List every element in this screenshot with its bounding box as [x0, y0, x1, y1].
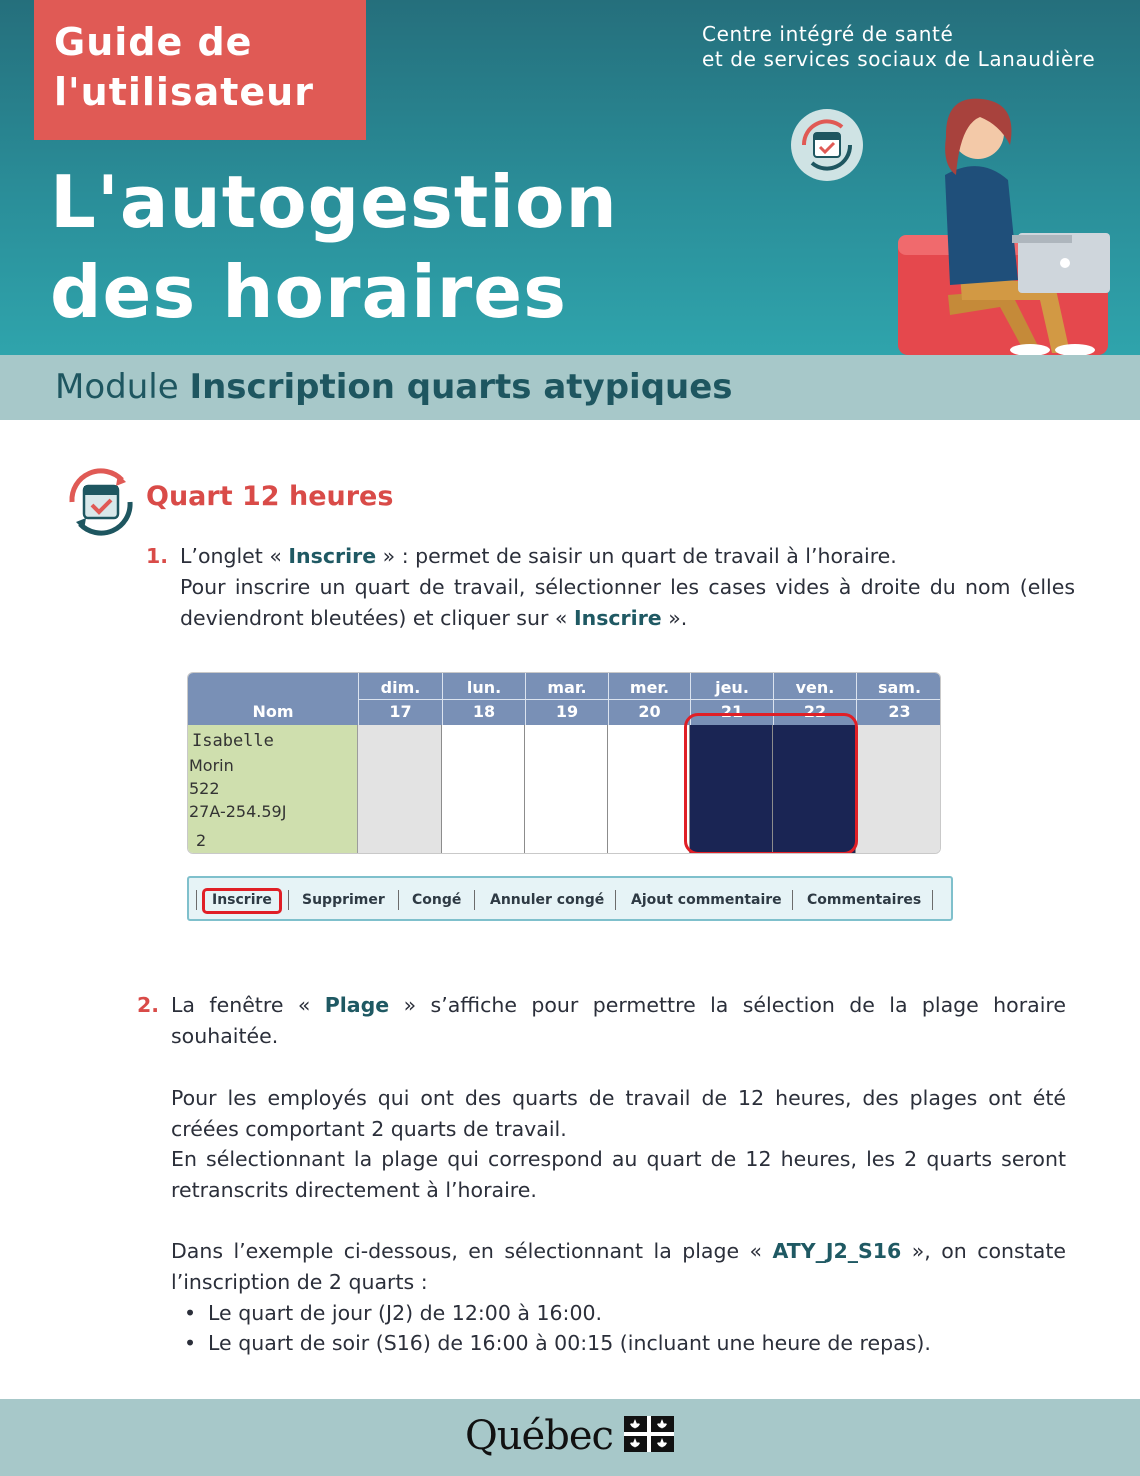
module-subtitle: [55, 367, 733, 407]
text-run: Pour inscrire un quart de travail, sélectionner les cases vides à droite du nom (elles deviendront bleutées) et cliquer sur «: [180, 575, 1075, 630]
day-label: dim.: [380, 678, 421, 697]
schedule-grid-screenshot: [187, 672, 941, 854]
toolbar-separator: [398, 890, 399, 910]
guide-label-line1: Guide de: [54, 20, 253, 64]
employee-first-name: Isabelle: [192, 731, 274, 751]
step2-paragraph: En sélectionnant la plage qui correspond au quart de 12 heures, les 2 quarts seront retranscrits directement à l’horaire.: [171, 1147, 1066, 1202]
selection-highlight: [684, 713, 858, 854]
day-header: [358, 673, 442, 725]
day-label: ven.: [795, 678, 835, 697]
module-subtitle-name: Inscription quarts atypiques: [189, 367, 733, 407]
inscrire-term: Inscrire: [288, 544, 377, 568]
day-number: 18: [472, 702, 496, 721]
toolbar-separator: [932, 890, 933, 910]
supprimer-button[interactable]: Supprimer: [302, 892, 385, 908]
day-header: [525, 673, 608, 725]
day-header: [856, 673, 941, 725]
toolbar-separator: [792, 890, 793, 910]
day-label: mar.: [547, 678, 587, 697]
bullet: •: [184, 1301, 197, 1325]
header-banner: [0, 0, 1140, 355]
employee-number: 522: [189, 779, 220, 798]
organization-name-line1: Centre intégré de santé: [702, 22, 954, 46]
day-header: [608, 673, 690, 725]
employee-last-name: Morin: [189, 756, 234, 775]
step1-instructions: [180, 572, 1075, 634]
fleurdelise-icon: [624, 1416, 674, 1452]
footer: [0, 1399, 1140, 1476]
step-number: 2.: [137, 993, 160, 1017]
toolbar-separator: [615, 890, 616, 910]
day-header: [442, 673, 525, 725]
name-column-header: Nom: [252, 702, 294, 721]
woman-laptop-illustration: [890, 85, 1140, 355]
text-run: » s’affiche pour permettre la sélection de la plage horaire souhaitée.: [171, 993, 1066, 1048]
quebec-wordmark: Québec: [465, 1413, 613, 1459]
text-run: Dans l’exemple ci-dessous, en sélectionnant la plage «: [171, 1239, 773, 1263]
step2-intro: [171, 990, 1066, 1052]
organization-name-line2: et de services sociaux de Lanaudière: [702, 47, 1096, 71]
toolbar-separator: [196, 890, 197, 910]
inscrire-button[interactable]: Inscrire: [212, 892, 272, 908]
ajout-commentaire-button[interactable]: Ajout commentaire: [631, 892, 782, 908]
step1-intro: [180, 541, 1075, 572]
bullet-item: Le quart de jour (J2) de 12:00 à 16:00.: [208, 1301, 603, 1325]
inscrire-highlight: [202, 888, 282, 914]
toolbar-separator: [474, 890, 475, 910]
bullet-item: Le quart de soir (S16) de 16:00 à 00:15 (incluant une heure de repas).: [208, 1331, 931, 1355]
plage-term: Plage: [324, 993, 390, 1017]
toolbar-separator: [288, 890, 289, 910]
annuler-conge-button[interactable]: Annuler congé: [490, 892, 605, 908]
bullet: •: [184, 1331, 197, 1355]
schedule-cell[interactable]: [525, 725, 608, 854]
schedule-cell[interactable]: [856, 725, 941, 854]
text-run: L’onglet «: [180, 544, 289, 568]
employee-cell: [188, 725, 358, 854]
day-number: 23: [888, 702, 911, 721]
commentaires-button[interactable]: Commentaires: [807, 892, 922, 908]
page-title-line2: des horaires: [50, 250, 567, 334]
module-subtitle-bar: [0, 355, 1140, 420]
module-subtitle-prefix: Module: [55, 367, 190, 407]
calendar-check-icon: [64, 466, 138, 538]
schedule-toolbar: [187, 876, 953, 921]
day-number: 19: [555, 702, 579, 721]
step2-example: [171, 1236, 1066, 1298]
day-number: 20: [638, 702, 661, 721]
section-title: Quart 12 heures: [146, 481, 394, 512]
conge-button[interactable]: Congé: [412, 892, 462, 908]
day-number: 17: [389, 702, 412, 721]
schedule-cell[interactable]: [358, 725, 442, 854]
text-run: La fenêtre «: [171, 993, 325, 1017]
plage-code: ATY_J2_S16: [772, 1239, 902, 1263]
guide-label-line2: l'utilisateur: [54, 70, 314, 114]
text-run: » : permet de saisir un quart de travail à l’horaire.: [376, 544, 897, 568]
text-run: », on constate l’inscription de 2 quarts :: [171, 1239, 1066, 1294]
day-number: 22: [803, 702, 827, 721]
day-label: lun.: [466, 678, 502, 697]
step-number: 1.: [146, 544, 169, 568]
calendar-check-icon: [790, 108, 864, 182]
text-run: ».: [661, 606, 688, 630]
guide-label-box: [34, 0, 366, 140]
day-label: mer.: [629, 678, 670, 697]
inscrire-term: Inscrire: [573, 606, 662, 630]
employee-code: 27A-254.59J: [189, 802, 287, 821]
day-number: 21: [720, 702, 744, 721]
step2-paragraph: Pour les employés qui ont des quarts de travail de 12 heures, des plages ont été créées comportant 2 quarts de travail.: [171, 1086, 1066, 1141]
schedule-cell[interactable]: [608, 725, 690, 854]
page-title-line1: L'autogestion: [50, 160, 618, 244]
day-label: jeu.: [715, 678, 749, 697]
schedule-cell[interactable]: [442, 725, 525, 854]
day-label: sam.: [877, 678, 922, 697]
employee-count: 2: [196, 831, 207, 850]
